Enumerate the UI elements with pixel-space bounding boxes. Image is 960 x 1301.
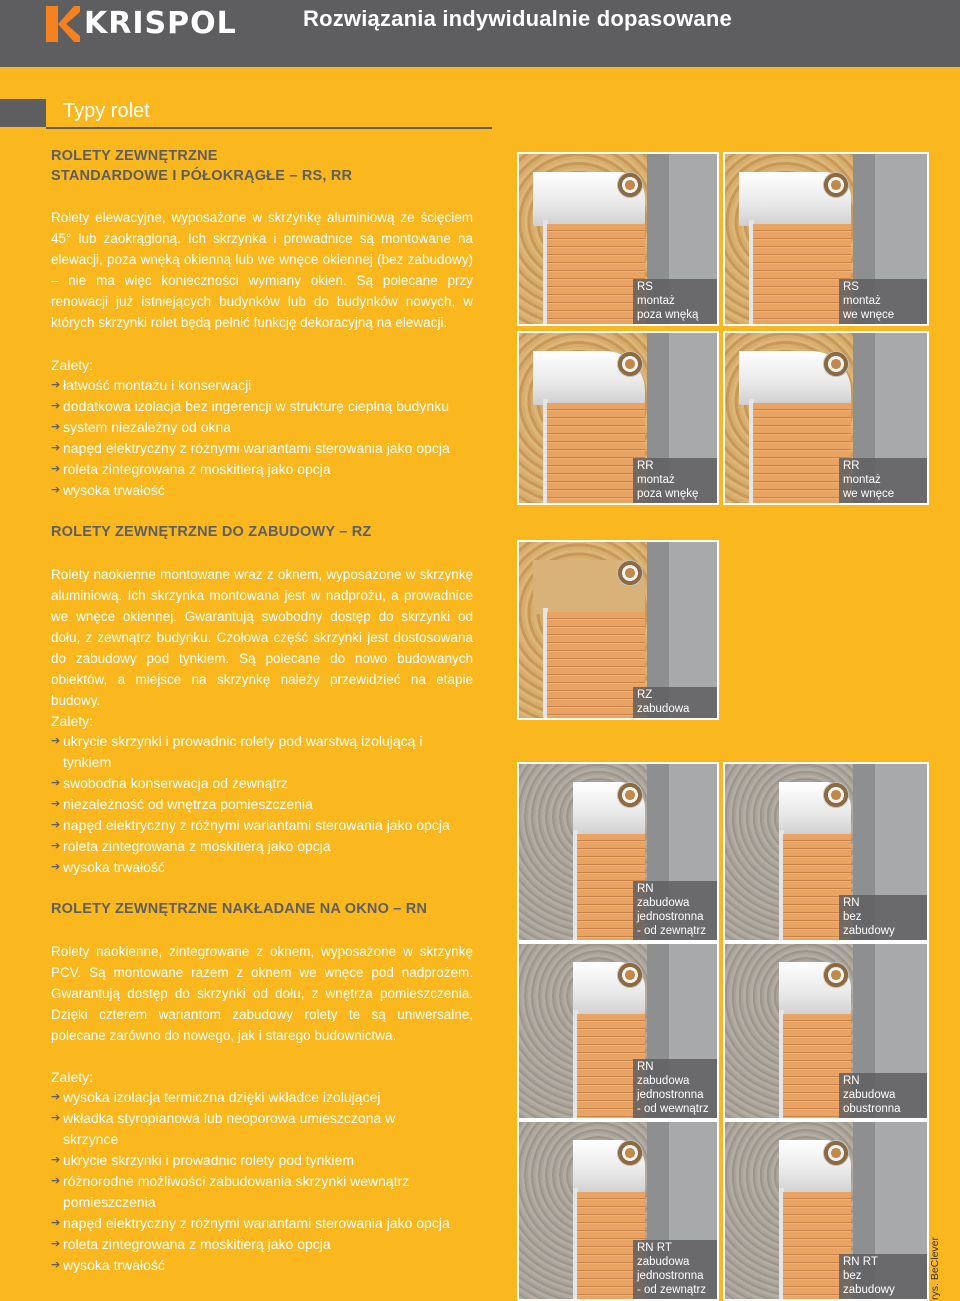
illustration-caption: RS montaż we wnęce xyxy=(839,279,929,324)
arrow-right-icon: ➔ xyxy=(51,1175,61,1187)
list-item: ➔ system niezależny od okna xyxy=(51,417,450,438)
section-divider xyxy=(46,127,492,129)
arrow-right-icon: ➔ xyxy=(51,379,61,391)
list-item: ➔ napęd elektryczny z różnymi wariantami sterowania jako opcja xyxy=(51,815,471,836)
illustration-caption: RN zabudowa obustronna xyxy=(839,1073,929,1118)
arrow-right-icon: ➔ xyxy=(51,735,61,747)
brand-name: KRISPOL xyxy=(84,6,237,41)
arrow-right-icon: ➔ xyxy=(51,1238,61,1250)
illustration-rn-one-sided-inside xyxy=(517,942,719,1120)
krispol-logo-mark-icon xyxy=(44,4,80,44)
arrow-right-icon: ➔ xyxy=(51,1259,61,1271)
illustration-caption: RN bez zabudowy xyxy=(839,895,929,940)
image-credit: rys. BeClever xyxy=(929,1236,941,1300)
illustration-rn-one-sided-outside xyxy=(517,762,719,942)
arrow-right-icon: ➔ xyxy=(51,421,61,433)
rs-rr-advantages-label: Zalety: xyxy=(51,357,94,373)
illustration-caption: RR montaż poza wnękę xyxy=(633,458,719,503)
page-title: Rozwiązania indywidualnie dopasowane xyxy=(303,6,732,31)
illustration-rr-outside-recess xyxy=(517,331,719,505)
arrow-right-icon: ➔ xyxy=(51,777,61,789)
section-tab-marker xyxy=(0,99,46,127)
list-item: ➔ ukrycie skrzynki i prowadnic rolety pod tynkiem xyxy=(51,1150,441,1171)
rn-heading: ROLETY ZEWNĘTRZNE NAKŁADANE NA OKNO – RN xyxy=(51,901,428,917)
illustration-caption: RR montaż we wnęce xyxy=(839,458,929,503)
illustration-rz-built-in xyxy=(517,540,719,720)
illustration-caption: RN zabudowa jednostronna - od zewnątrz xyxy=(633,881,719,940)
arrow-right-icon: ➔ xyxy=(51,1217,61,1229)
rs-rr-heading-line2: STANDARDOWE I PÓŁOKRĄGŁE – RS, RR xyxy=(51,168,353,184)
list-item: ➔ roleta zintegrowana z moskitierą jako opcja xyxy=(51,459,450,480)
arrow-right-icon: ➔ xyxy=(51,798,61,810)
list-item: ➔ dodatkowa izolacja bez ingerencji w strukturę cieplną budynku xyxy=(51,396,450,417)
arrow-right-icon: ➔ xyxy=(51,400,61,412)
list-item: ➔ wkładka styropianowa lub neoporowa umieszczona w skrzynce xyxy=(51,1110,396,1147)
rs-rr-heading-line1: ROLETY ZEWNĘTRZNE xyxy=(51,148,218,164)
arrow-right-icon: ➔ xyxy=(51,840,61,852)
illustration-caption: RZ zabudowa xyxy=(633,687,719,718)
rn-advantages-label: Zalety: xyxy=(51,1069,94,1085)
list-item: ➔ napęd elektryczny z różnymi wariantami sterowania jako opcja xyxy=(51,438,450,459)
arrow-right-icon: ➔ xyxy=(51,819,61,831)
list-item: ➔ ukrycie skrzynki i prowadnic rolety pod warstwą izolującą i tynkiem xyxy=(51,733,423,770)
illustration-caption: RN zabudowa jednostronna - od wewnątrz xyxy=(633,1059,719,1118)
brand-logo xyxy=(44,2,237,46)
rn-description: Rolety naokienne, zintegrowane z oknem, wyposażone w skrzynkę PCV. Są montowane razem z oknem we wnęce pod nadprożem. Gwarantują dostęp do skrzynki od dołu, z wnętrza pomieszczenia. Dzięki czterem wariantom zabudowy rolety te są uniwersalne, polecane zarówno do nowego, jak i starego budownictwa. xyxy=(51,944,473,1043)
rz-description: Rolety naokienne montowane wraz z oknem, wyposażone w skrzynkę aluminiową. Ich skrzynka montowana jest w nadprożu, a prowadnice we wnęce okiennej. Gwarantują swobodny dostęp do skrzynki od dołu, z zewnątrz budynku. Czołowa część skrzynki jest dostosowana do zabudowy pod tynkiem. Są polecane do nowo budowanych obiektów, a miejsce na skrzynkę należy przewidzieć na etapie budowy. xyxy=(51,567,473,708)
illustration-rs-inside-recess xyxy=(723,152,929,326)
arrow-right-icon: ➔ xyxy=(51,861,61,873)
illustration-rnrt-one-sided-outside xyxy=(517,1120,719,1301)
arrow-right-icon: ➔ xyxy=(51,1154,61,1166)
illustration-rn-no-built-in xyxy=(723,762,929,942)
illustration-rs-outside-recess xyxy=(517,152,719,326)
rs-rr-description: Rolety elewacyjne, wyposażone w skrzynkę aluminiową ze ścięciem 45° lub zaokrągloną. Ich skrzynka i prowadnice są montowane na elewacji, poza wnęką okienną lub we wnęce okiennej (bez zabudowy) – nie ma więc konieczności wymiany okien. Są polecane przy renowacji już istniejących budynków lub do budynków nowych, w których skrzynki rolet będą pełnić funkcję dekoracyjną na elewacji. xyxy=(51,210,473,330)
illustration-rnrt-no-built-in xyxy=(723,1120,929,1301)
illustration-caption: RN RT zabudowa jednostronna - od zewnątrz xyxy=(633,1240,719,1299)
arrow-right-icon: ➔ xyxy=(51,484,61,496)
section-title: Typy rolet xyxy=(63,100,150,122)
illustration-rr-inside-recess xyxy=(723,331,929,505)
illustration-caption: RN RT bez zabudowy xyxy=(839,1254,929,1299)
rn-advantages-list xyxy=(51,1087,450,1276)
illustration-rn-both-sides xyxy=(723,942,929,1120)
list-item: ➔ roleta zintegrowana z moskitierą jako opcja xyxy=(51,836,471,857)
list-item: ➔ roleta zintegrowana z moskitierą jako opcja xyxy=(51,1234,441,1255)
rz-advantages-list xyxy=(51,731,471,878)
rz-advantages-label: Zalety: xyxy=(51,713,94,729)
list-item: ➔ niezależność od wnętrza pomieszczenia xyxy=(51,794,471,815)
list-item: ➔ różnorodne możliwości zabudowania skrzynki wewnątrz pomieszczenia xyxy=(51,1173,410,1210)
list-item: ➔ wysoka trwałość xyxy=(51,857,471,878)
list-item: ➔ łatwość montażu i konserwacji xyxy=(51,375,450,396)
list-item: ➔ wysoka izolacja termiczna dzięki wkładce izolującej xyxy=(51,1087,441,1108)
illustration-caption: RS montaż poza wnęką xyxy=(633,279,719,324)
rz-heading: ROLETY ZEWNĘTRZNE DO ZABUDOWY – RZ xyxy=(51,524,372,540)
arrow-right-icon: ➔ xyxy=(51,1091,61,1103)
list-item: ➔ napęd elektryczny z różnymi wariantami sterowania jako opcja xyxy=(51,1213,523,1234)
arrow-right-icon: ➔ xyxy=(51,1112,61,1124)
arrow-right-icon: ➔ xyxy=(51,463,61,475)
list-item: ➔ wysoka trwałość xyxy=(51,480,450,501)
list-item: ➔ wysoka trwałość xyxy=(51,1255,441,1276)
rs-rr-advantages-list xyxy=(51,375,450,501)
list-item: ➔ swobodna konserwacja od zewnątrz xyxy=(51,773,471,794)
page-header xyxy=(0,0,960,67)
arrow-right-icon: ➔ xyxy=(51,442,61,454)
